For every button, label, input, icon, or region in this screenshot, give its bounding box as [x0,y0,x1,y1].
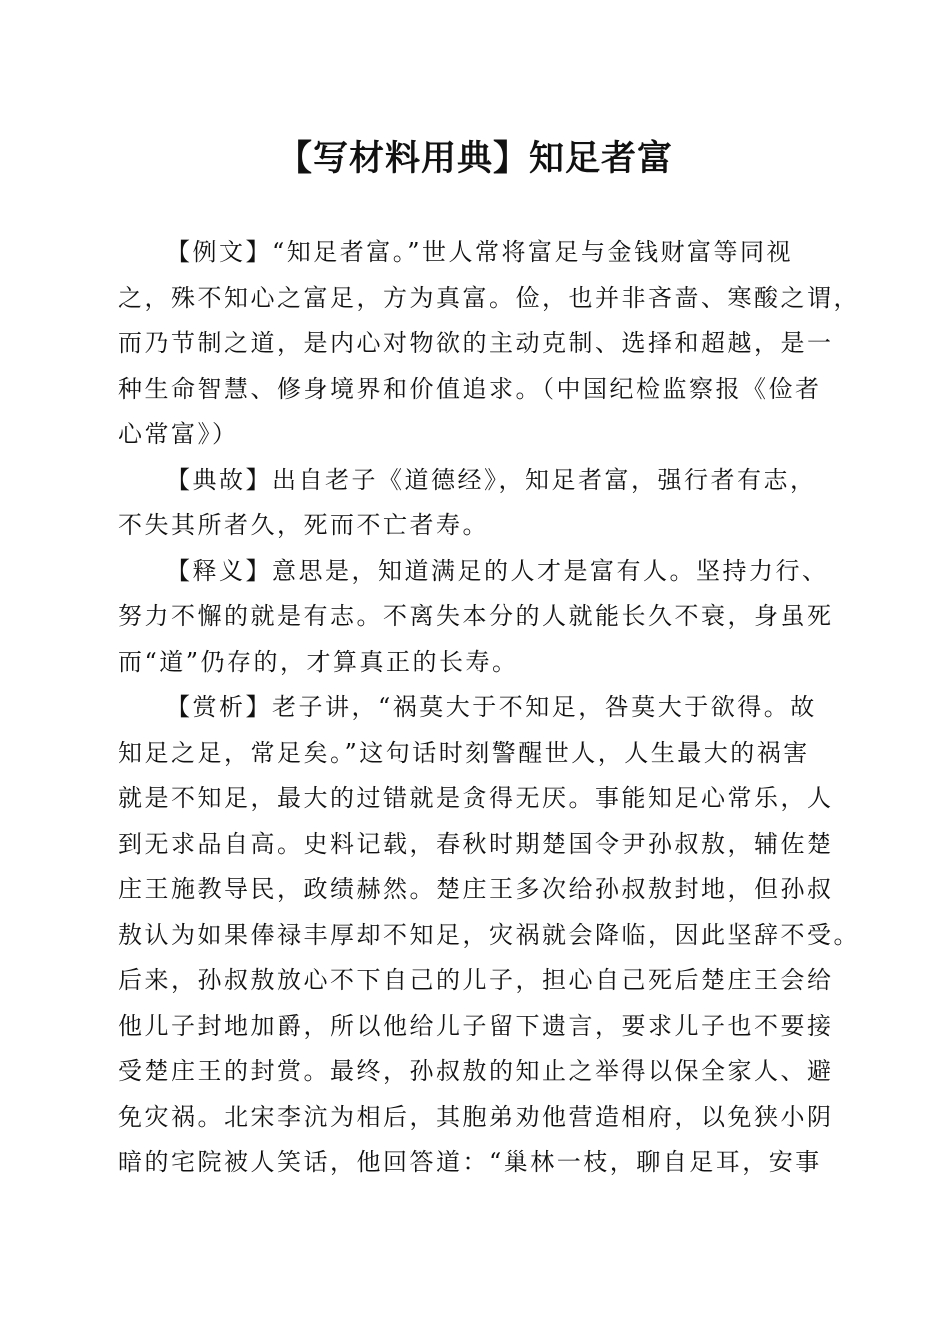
text-line: 【例文】“知足者富。”世人常将富足与金钱财富等同视 [166,238,794,266]
text-line: 免灾祸。北宋李沆为相后，其胞弟劝他营造相府，以免狭小阴 [118,1102,834,1131]
paragraph-interpretation [118,549,834,686]
text-line: 【释义】意思是，知道满足的人才是富有人。坚持力行、 [166,556,829,585]
text-line: 后来，孙叔敖放心不下自己的儿子，担心自己死后楚庄王会给 [118,966,834,994]
text-line: 敖认为如果俸禄丰厚却不知足，灾祸就会降临，因此坚辞不受。 [118,920,860,949]
paragraph-analysis [118,685,860,1186]
text-line: 到无求品自高。史料记载，春秋时期楚国令尹孙叔敖，辅佐楚 [118,829,834,858]
document-body [118,230,860,1186]
text-line: 暗的宅院被人笑话，他回答道：“巢林一枝，聊自足耳，安事 [118,1148,822,1176]
text-line: 而“道”仍存的，才算真正的长寿。 [118,647,519,676]
text-line: 之，殊不知心之富足，方为真富。俭，也并非吝啬、寒酸之谓， [118,283,860,312]
text-line: 努力不懈的就是有志。不离失本分的人就能长久不衰，身虽死 [118,602,834,630]
paragraph-allusion [118,458,834,549]
text-line: 【典故】出自老子《道德经》，知足者富，强行者有志， [166,465,817,494]
text-line: 【赏析】老子讲，“祸莫大于不知足，咎莫大于欲得。故 [166,693,817,721]
text-line: 受楚庄王的封赏。最终，孙叔敖的知止之举得以保全家人、避 [118,1057,834,1085]
text-line: 知足之足，常足矣。”这句话时刻警醒世人，人生最大的祸害 [118,738,810,767]
text-line: 而乃节制之道，是内心对物欲的主动克制、选择和超越，是一 [118,329,834,357]
document-title: 【写材料用典】知足者富 [276,138,673,179]
paragraph-example [118,230,860,458]
text-line: 就是不知足，最大的过错就是贪得无厌。事能知足心常乐，人 [118,784,834,812]
text-line: 庄王施教导民，政绩赫然。楚庄王多次给孙叔敖封地，但孙叔 [118,875,834,903]
text-line: 心常富》） [118,420,239,448]
text-line: 不失其所者久，死而不亡者寿。 [118,511,489,539]
text-line: 种生命智慧、修身境界和价值追求。（中国纪检监察报《俭者 [118,374,822,403]
text-line: 他儿子封地加爵，所以他给儿子留下遗言，要求儿子也不要接 [118,1011,834,1040]
